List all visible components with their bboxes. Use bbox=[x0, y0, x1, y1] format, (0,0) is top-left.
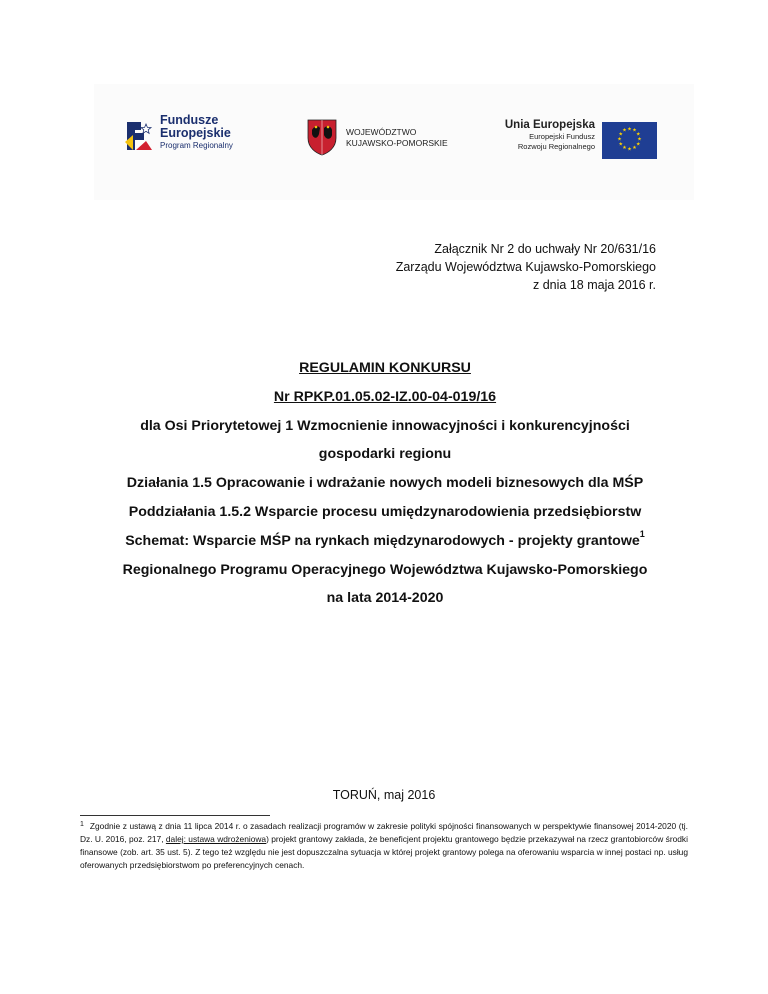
footnote-reference: 1 bbox=[639, 528, 645, 539]
fundusze-line3: Program Regionalny bbox=[160, 141, 233, 150]
document-title-block bbox=[80, 354, 690, 613]
footnote-text-after: ) projekt grantowy zakłada, że beneficjent projektu grantowego będzie przekazywał na rzecz grantobiorców środki finansowe (zob. art. 35 ust. 5). Z tego też względu nie jest dopuszczalna sytuacja w której projekt grantowy polega na oferowaniu wsparcia w innej postaci np. usług oferowanych przedsiębiorstwom po preferencyjnych cenach. bbox=[80, 834, 688, 870]
annex-line2: Zarządu Województwa Kujawsko-Pomorskiego bbox=[395, 260, 656, 274]
fundusze-europejskie-icon bbox=[124, 120, 154, 152]
annex-reference bbox=[396, 240, 656, 294]
svg-text:★: ★ bbox=[632, 127, 637, 134]
footnote-divider bbox=[80, 815, 270, 816]
ue-title: Unia Europejska bbox=[504, 119, 595, 131]
footnote-underlined-term: dalej: ustawa wdrożeniowa bbox=[165, 834, 267, 844]
period-line: na lata 2014-2020 bbox=[326, 590, 444, 607]
svg-text:★: ★ bbox=[635, 141, 641, 148]
footnote-marker: 1 bbox=[80, 821, 84, 828]
wojewodztwo-logo bbox=[306, 118, 466, 158]
svg-text:★: ★ bbox=[627, 126, 632, 133]
priority-axis-line1: dla Osi Priorytetowej 1 Wzmocnienie innowacyjności i konkurencyjności bbox=[140, 417, 630, 434]
coat-of-arms-icon bbox=[306, 118, 338, 156]
svg-text:★: ★ bbox=[637, 136, 642, 143]
action-line: Działania 1.5 Opracowanie i wdrażanie nowych modeli biznesowych dla MŚP bbox=[126, 475, 644, 492]
subaction-line: Poddziałania 1.5.2 Wsparcie procesu umiędzynarodowienia przedsiębiorstw bbox=[128, 503, 642, 520]
priority-axis-line2: gospodarki regionu bbox=[318, 446, 452, 463]
svg-text:★: ★ bbox=[622, 127, 627, 134]
svg-text:★: ★ bbox=[618, 131, 624, 138]
competition-number: Nr RPKP.01.05.02-IZ.00-04-019/16 bbox=[273, 388, 497, 405]
place-and-date: TORUŃ, maj 2016 bbox=[332, 788, 436, 802]
svg-text:★: ★ bbox=[635, 131, 641, 138]
ue-line2: Europejski Fundusz bbox=[529, 132, 595, 141]
footnote-text-before: Zgodnie z ustawą z dnia 11 lipca 2014 r. o zasadach realizacji programów w zakresie polityki spójności finansowanych w perspektywie finansowej 2014-2020 (tj. Dz. U. 2016, poz. 217, bbox=[80, 821, 688, 844]
wojewodztwo-line1: WOJEWÓDZTWO bbox=[346, 127, 417, 137]
wojewodztwo-line2: KUJAWSKO-POMORSKIE bbox=[346, 138, 448, 148]
unia-europejska-logo bbox=[497, 118, 657, 158]
ue-line3: Rozwoju Regionalnego bbox=[517, 142, 595, 151]
svg-text:★: ★ bbox=[622, 145, 627, 151]
svg-text:★: ★ bbox=[618, 141, 624, 148]
fundusze-line2: Europejskie bbox=[160, 126, 231, 140]
annex-line1: Załącznik Nr 2 do uchwały Nr 20/631/16 bbox=[434, 242, 656, 256]
svg-text:★: ★ bbox=[617, 136, 622, 143]
annex-line3: z dnia 18 maja 2016 r. bbox=[533, 278, 656, 292]
footnote bbox=[80, 820, 688, 872]
svg-text:★: ★ bbox=[627, 146, 632, 153]
eu-flag-icon bbox=[602, 122, 657, 159]
fundusze-line1: Fundusze bbox=[160, 113, 219, 127]
scheme-line: Schemat: Wsparcie MŚP na rynkach międzynarodowych - projekty grantowe bbox=[125, 532, 640, 549]
svg-text:★: ★ bbox=[632, 145, 637, 151]
fundusze-europejskie-logo bbox=[124, 114, 274, 160]
document-heading: REGULAMIN KONKURSU bbox=[299, 360, 471, 376]
program-line: Regionalnego Programu Operacyjnego Województwa Kujawsko-Pomorskiego bbox=[122, 561, 648, 578]
